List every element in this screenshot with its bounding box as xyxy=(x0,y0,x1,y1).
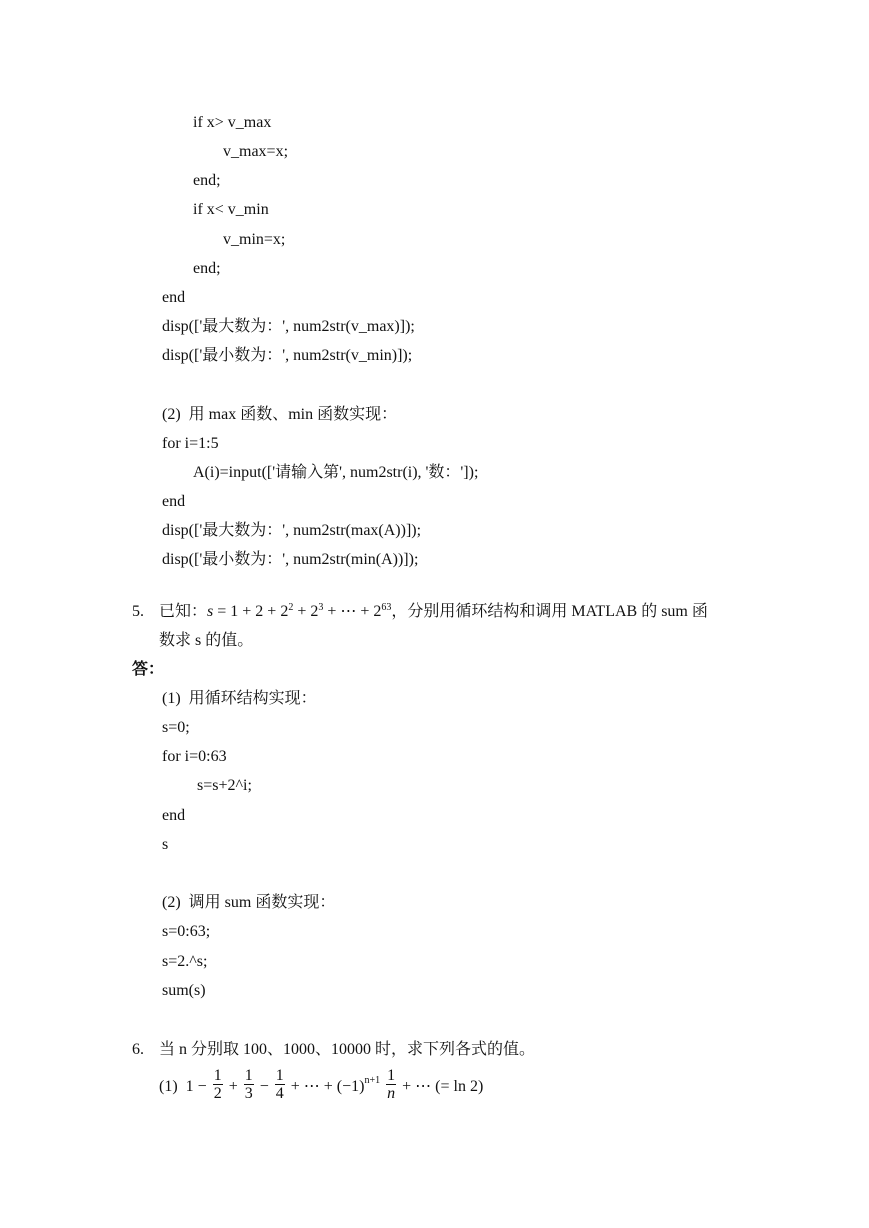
code-line: disp(['最大数为：', num2str(max(A))]); xyxy=(162,522,422,539)
code-line: sum(s) xyxy=(162,982,206,999)
question-text xyxy=(159,602,708,622)
code-line: end; xyxy=(193,172,221,189)
code-line: disp(['最小数为：', num2str(v_min)]); xyxy=(162,347,413,364)
code-line: end; xyxy=(193,260,221,277)
question-text-line2: 数求 s 的值。 xyxy=(159,632,254,649)
code-line: s=0; xyxy=(162,719,190,736)
code-line: s=s+2^i; xyxy=(197,777,252,794)
code-line: s=2.^s; xyxy=(162,953,208,970)
section-heading: (2) 用 max 函数、min 函数实现： xyxy=(162,406,398,423)
question-text: 当 n 分别取 100、1000、10000 时，求下列各式的值。 xyxy=(159,1041,536,1058)
code-line: A(i)=input(['请输入第', num2str(i), '数：']); xyxy=(193,464,479,481)
answer-label: 答： xyxy=(132,661,165,678)
fraction: $\frac{1}{n}$ xyxy=(387,1066,396,1102)
code-line: v_min=x; xyxy=(223,231,286,248)
code-line: for i=0:63 xyxy=(162,748,227,765)
section-heading: (1) 用循环结构实现： xyxy=(162,690,317,707)
question-number: 5. xyxy=(132,603,144,620)
code-line: end xyxy=(162,289,186,306)
code-line: for i=1:5 xyxy=(162,435,219,452)
fraction: $\frac{1}{3}$ xyxy=(244,1066,253,1102)
fraction: $\frac{1}{2}$ xyxy=(213,1066,222,1102)
code-line: s=0:63; xyxy=(162,923,211,940)
code-line: disp(['最大数为：', num2str(v_max)]); xyxy=(162,318,415,335)
fraction: $\frac{1}{4}$ xyxy=(275,1066,284,1102)
code-line: disp(['最小数为：', num2str(min(A))]); xyxy=(162,551,419,568)
code-line: if x> v_max xyxy=(193,114,272,131)
question-prefix: 已知： xyxy=(159,603,208,620)
formula-label: (1) xyxy=(159,1078,178,1095)
sum-formula: $s = 1 + 2 + 2^2 + 2^3$ + ⋯ + $2^{63}$ xyxy=(207,602,392,620)
question-suffix: ，分别用循环结构和调用 MATLAB 的 sum 函 xyxy=(391,603,708,620)
code-line: end xyxy=(162,493,186,510)
code-line: v_max=x; xyxy=(223,143,289,160)
question-number: 6. xyxy=(132,1041,144,1058)
code-line: end xyxy=(162,807,186,824)
series-formula-1: (1) 1 − $\frac{1}{2}$ + $\frac{1}{3}$ − $\frac{1}{4}$ + ⋯ + $(-1)^{n+1}$ $\frac{1}{n}$ + ⋯ (= ln 2) xyxy=(159,1066,484,1102)
code-line: s xyxy=(162,836,169,853)
section-heading: (2) 调用 sum 函数实现： xyxy=(162,894,336,911)
code-line: if x< v_min xyxy=(193,201,269,218)
